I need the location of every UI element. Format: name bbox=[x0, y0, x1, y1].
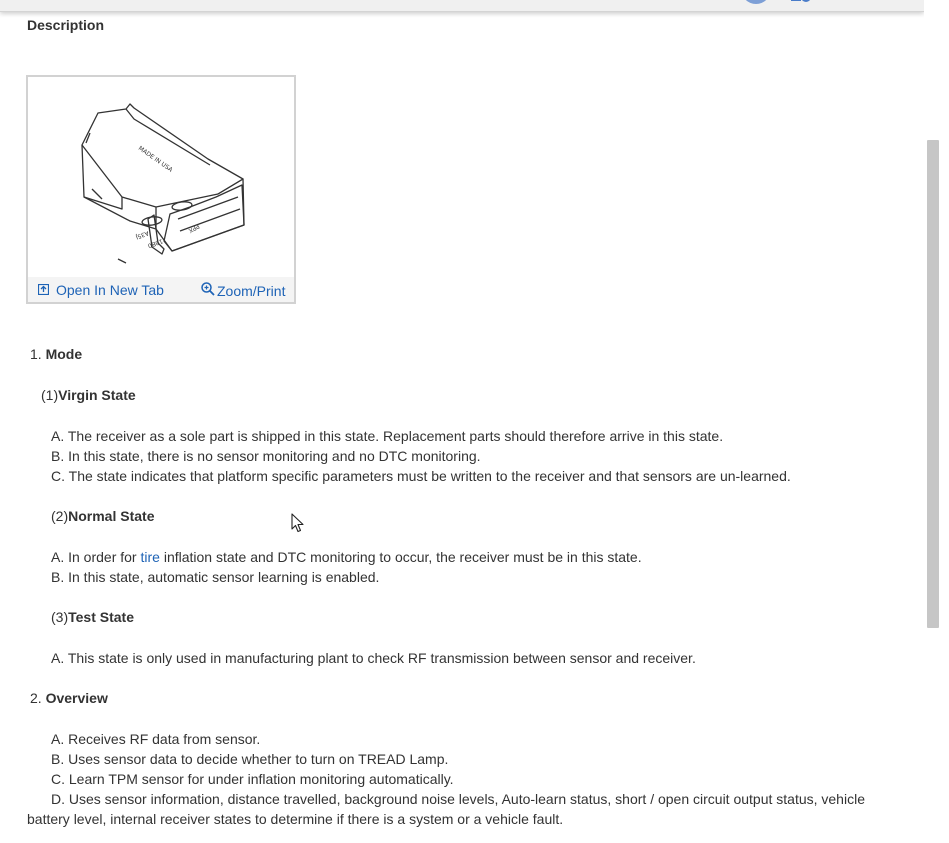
overview-item-a: A. Receives RF data from sensor. bbox=[51, 731, 261, 747]
zoom-in-icon bbox=[201, 282, 215, 299]
svg-text:MADE IN USA: MADE IN USA bbox=[136, 144, 174, 174]
normal-item-a: A. In order for tire inflation state and DTC monitoring to occur, the receiver must be in this state. bbox=[51, 549, 642, 565]
section-overview-heading: 2. Overview bbox=[30, 690, 108, 706]
section-mode-heading: 1. Mode bbox=[30, 346, 83, 362]
figure-panel bbox=[26, 75, 296, 304]
overview-item-d-line2: battery level, internal receiver states to determine if there is a system or a vehicle fault. bbox=[27, 811, 564, 827]
book-icon[interactable] bbox=[790, 0, 812, 3]
normal-item-b: B. In this state, automatic sensor learning is enabled. bbox=[51, 569, 380, 585]
overview-item-c: C. Learn TPM sensor for under inflation monitoring automatically. bbox=[51, 771, 454, 787]
virgin-item-c: C. The state indicates that platform specific parameters must be written to the receiver and that sensors are un-learned. bbox=[51, 468, 791, 484]
overview-item-d-line1: D. Uses sensor information, distance travelled, background noise levels, Auto-learn status, short / open circuit output status, vehicle bbox=[51, 791, 865, 807]
open-in-new-tab-icon bbox=[38, 284, 52, 298]
open-in-new-tab-link[interactable] bbox=[38, 282, 164, 298]
normal-state-heading: (2)Normal State bbox=[51, 508, 155, 524]
description-heading: Description bbox=[27, 17, 105, 33]
virgin-item-a: A. The receiver as a sole part is shipped in this state. Replacement parts should therefore arrive in this state. bbox=[51, 428, 724, 444]
test-state-heading: (3)Test State bbox=[51, 609, 134, 625]
open-in-new-tab-label[interactable]: Open In New Tab bbox=[56, 282, 164, 298]
receiver-module-illustration[interactable] bbox=[30, 79, 292, 276]
virgin-item-b: B. In this state, there is no sensor monitoring and no DTC monitoring. bbox=[51, 448, 481, 464]
mouse-cursor-icon bbox=[291, 513, 305, 533]
tire-link[interactable]: tire bbox=[140, 549, 160, 565]
svg-text:A35J: A35J bbox=[134, 229, 150, 241]
figure-toolbar bbox=[28, 277, 294, 302]
svg-text:10B0: 10B0 bbox=[146, 237, 164, 250]
scrollbar-thumb[interactable] bbox=[927, 140, 939, 628]
top-toolbar bbox=[0, 0, 924, 12]
zoom-print-link[interactable] bbox=[201, 282, 285, 299]
virgin-state-heading: (1)Virgin State bbox=[41, 387, 136, 403]
test-item-a: A. This state is only used in manufacturing plant to check RF transmission between sensor and receiver. bbox=[51, 650, 696, 666]
overview-item-b: B. Uses sensor data to decide whether to turn on TREAD Lamp. bbox=[51, 751, 449, 767]
user-avatar-icon[interactable] bbox=[741, 0, 771, 4]
svg-text:PPX: PPX bbox=[187, 222, 201, 235]
zoom-print-label[interactable]: Zoom/Print bbox=[217, 283, 286, 299]
